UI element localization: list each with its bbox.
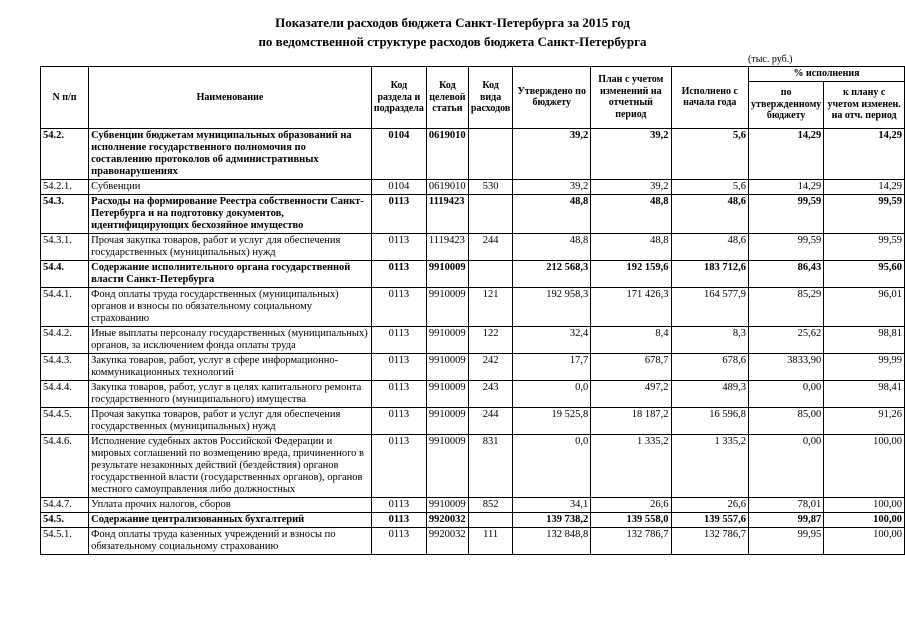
cell-name: Закупка товаров, работ, услуг в сфере информационно-коммуникационных технологий xyxy=(89,353,372,380)
cell-name: Прочая закупка товаров, работ и услуг для обеспечения государственных (муниципальных) нужд xyxy=(89,407,372,434)
cell-plan: 39,2 xyxy=(591,179,671,194)
header-pct-approved: по утвержденному бюджету xyxy=(749,81,824,128)
table-row xyxy=(41,128,905,179)
cell-name: Содержание исполнительного органа государственной власти Санкт-Петербурга xyxy=(89,260,372,287)
cell-plan: 1 335,2 xyxy=(591,434,671,497)
cell-num: 54.2. xyxy=(41,128,89,179)
cell-name: Уплата прочих налогов, сборов xyxy=(89,497,372,512)
cell-approved: 0,0 xyxy=(513,434,591,497)
cell-executed: 678,6 xyxy=(671,353,749,380)
cell-plan: 139 558,0 xyxy=(591,512,671,527)
cell-plan: 497,2 xyxy=(591,380,671,407)
table-row xyxy=(41,233,905,260)
cell-razdel: 0113 xyxy=(371,380,426,407)
cell-name: Субвенции бюджетам муниципальных образований на исполнение государственного полномочия по составлению протоколов об административных правонарушениях xyxy=(89,128,372,179)
cell-plan: 26,6 xyxy=(591,497,671,512)
cell-approved: 212 568,3 xyxy=(513,260,591,287)
cell-razdel: 0113 xyxy=(371,194,426,233)
cell-pct-plan: 100,00 xyxy=(824,512,905,527)
cell-pct-approved: 99,59 xyxy=(749,233,824,260)
budget-table xyxy=(40,66,905,555)
cell-name: Содержание централизованных бухгалтерий xyxy=(89,512,372,527)
cell-num: 54.4.5. xyxy=(41,407,89,434)
cell-executed: 164 577,9 xyxy=(671,287,749,326)
cell-plan: 171 426,3 xyxy=(591,287,671,326)
header-name: Наименование xyxy=(89,67,372,129)
cell-pct-approved: 99,95 xyxy=(749,527,824,554)
cell-plan: 18 187,2 xyxy=(591,407,671,434)
cell-pct-approved: 14,29 xyxy=(749,179,824,194)
cell-plan: 48,8 xyxy=(591,194,671,233)
cell-executed: 5,6 xyxy=(671,128,749,179)
cell-pct-approved: 86,43 xyxy=(749,260,824,287)
cell-num: 54.4. xyxy=(41,260,89,287)
cell-name: Фонд оплаты труда государственных (муниципальных) органов и взносы по обязательному социальному страхованию xyxy=(89,287,372,326)
cell-executed: 48,6 xyxy=(671,233,749,260)
cell-pct-approved: 99,87 xyxy=(749,512,824,527)
table-row xyxy=(41,260,905,287)
cell-vid: 242 xyxy=(468,353,512,380)
cell-razdel: 0113 xyxy=(371,512,426,527)
cell-name: Прочая закупка товаров, работ и услуг для обеспечения государственных (муниципальных) нужд xyxy=(89,233,372,260)
table-row xyxy=(41,527,905,554)
cell-cel: 1119423 xyxy=(426,194,468,233)
cell-pct-approved: 85,00 xyxy=(749,407,824,434)
cell-approved: 32,4 xyxy=(513,326,591,353)
header-executed: Исполнено с начала года xyxy=(671,67,749,129)
cell-vid: 111 xyxy=(468,527,512,554)
cell-razdel: 0104 xyxy=(371,128,426,179)
cell-approved: 39,2 xyxy=(513,128,591,179)
cell-num: 54.3. xyxy=(41,194,89,233)
cell-cel: 9910009 xyxy=(426,407,468,434)
cell-pct-approved: 25,62 xyxy=(749,326,824,353)
cell-approved: 139 738,2 xyxy=(513,512,591,527)
cell-pct-plan: 99,99 xyxy=(824,353,905,380)
cell-approved: 48,8 xyxy=(513,194,591,233)
cell-razdel: 0113 xyxy=(371,434,426,497)
cell-cel: 9910009 xyxy=(426,497,468,512)
cell-name: Расходы на формирование Реестра собственности Санкт-Петербурга и на подготовку документов, идентифицирующих бесхозяйное имущество xyxy=(89,194,372,233)
cell-approved: 19 525,8 xyxy=(513,407,591,434)
cell-vid: 121 xyxy=(468,287,512,326)
table-row xyxy=(41,497,905,512)
cell-approved: 39,2 xyxy=(513,179,591,194)
cell-vid xyxy=(468,512,512,527)
page-subtitle: по ведомственной структуре расходов бюджета Санкт-Петербурга xyxy=(258,34,647,49)
header-vid: Код вида расходов xyxy=(468,67,512,129)
table-body xyxy=(41,128,905,554)
cell-cel: 0619010 xyxy=(426,179,468,194)
cell-executed: 139 557,6 xyxy=(671,512,749,527)
cell-pct-approved: 0,00 xyxy=(749,380,824,407)
cell-plan: 132 786,7 xyxy=(591,527,671,554)
table-row xyxy=(41,194,905,233)
table-row xyxy=(41,512,905,527)
cell-vid: 831 xyxy=(468,434,512,497)
cell-cel: 9910009 xyxy=(426,353,468,380)
header-num: N п/п xyxy=(41,67,89,129)
table-row xyxy=(41,353,905,380)
cell-pct-plan: 98,41 xyxy=(824,380,905,407)
cell-vid: 244 xyxy=(468,233,512,260)
cell-cel: 9920032 xyxy=(426,512,468,527)
cell-name: Закупка товаров, работ, услуг в целях капитального ремонта государственного (муниципального) имущества xyxy=(89,380,372,407)
cell-pct-approved: 14,29 xyxy=(749,128,824,179)
page-title: Показатели расходов бюджета Санкт-Петербурга за 2015 год xyxy=(275,15,630,30)
cell-pct-plan: 100,00 xyxy=(824,497,905,512)
cell-executed: 5,6 xyxy=(671,179,749,194)
cell-razdel: 0113 xyxy=(371,407,426,434)
cell-num: 54.4.6. xyxy=(41,434,89,497)
cell-pct-approved: 99,59 xyxy=(749,194,824,233)
unit-note: (тыс. руб.) xyxy=(748,54,793,65)
cell-pct-plan: 14,29 xyxy=(824,179,905,194)
cell-cel: 9920032 xyxy=(426,527,468,554)
cell-cel: 9910009 xyxy=(426,434,468,497)
cell-razdel: 0113 xyxy=(371,233,426,260)
cell-vid xyxy=(468,194,512,233)
cell-pct-plan: 91,26 xyxy=(824,407,905,434)
cell-plan: 8,4 xyxy=(591,326,671,353)
cell-approved: 192 958,3 xyxy=(513,287,591,326)
cell-approved: 17,7 xyxy=(513,353,591,380)
cell-pct-approved: 3833,90 xyxy=(749,353,824,380)
cell-num: 54.4.1. xyxy=(41,287,89,326)
cell-name: Фонд оплаты труда казенных учреждений и взносы по обязательному социальному страхованию xyxy=(89,527,372,554)
cell-pct-plan: 98,81 xyxy=(824,326,905,353)
cell-cel: 0619010 xyxy=(426,128,468,179)
cell-razdel: 0113 xyxy=(371,527,426,554)
cell-approved: 48,8 xyxy=(513,233,591,260)
cell-pct-plan: 96,01 xyxy=(824,287,905,326)
cell-pct-approved: 0,00 xyxy=(749,434,824,497)
cell-num: 54.4.4. xyxy=(41,380,89,407)
cell-pct-plan: 99,59 xyxy=(824,194,905,233)
cell-cel: 9910009 xyxy=(426,287,468,326)
cell-name: Субвенции xyxy=(89,179,372,194)
cell-name: Иные выплаты персоналу государственных (муниципальных) органов, за исключением фонда оплаты труда xyxy=(89,326,372,353)
cell-num: 54.4.2. xyxy=(41,326,89,353)
cell-name: Исполнение судебных актов Российской Федерации и мировых соглашений по возмещению вреда, причиненного в результате незаконных действий (бездействия) органов государственной власти (государственных органов), органов местного самоуправления либо должностных xyxy=(89,434,372,497)
cell-plan: 39,2 xyxy=(591,128,671,179)
table-row xyxy=(41,407,905,434)
cell-executed: 8,3 xyxy=(671,326,749,353)
cell-vid: 530 xyxy=(468,179,512,194)
cell-cel: 1119423 xyxy=(426,233,468,260)
cell-approved: 34,1 xyxy=(513,497,591,512)
header-pct-group: % исполнения xyxy=(749,67,905,82)
cell-num: 54.4.7. xyxy=(41,497,89,512)
cell-vid: 852 xyxy=(468,497,512,512)
cell-razdel: 0113 xyxy=(371,326,426,353)
cell-pct-plan: 14,29 xyxy=(824,128,905,179)
cell-vid xyxy=(468,260,512,287)
cell-executed: 132 786,7 xyxy=(671,527,749,554)
cell-executed: 26,6 xyxy=(671,497,749,512)
cell-vid: 122 xyxy=(468,326,512,353)
cell-executed: 16 596,8 xyxy=(671,407,749,434)
cell-razdel: 0104 xyxy=(371,179,426,194)
header-cel: Код целевой статьи xyxy=(426,67,468,129)
cell-cel: 9910009 xyxy=(426,260,468,287)
cell-executed: 183 712,6 xyxy=(671,260,749,287)
cell-vid xyxy=(468,128,512,179)
cell-num: 54.4.3. xyxy=(41,353,89,380)
cell-razdel: 0113 xyxy=(371,497,426,512)
cell-pct-approved: 78,01 xyxy=(749,497,824,512)
table-row xyxy=(41,380,905,407)
cell-cel: 9910009 xyxy=(426,326,468,353)
table-row xyxy=(41,434,905,497)
cell-pct-plan: 99,59 xyxy=(824,233,905,260)
cell-razdel: 0113 xyxy=(371,353,426,380)
cell-vid: 243 xyxy=(468,380,512,407)
cell-cel: 9910009 xyxy=(426,380,468,407)
table-row xyxy=(41,326,905,353)
cell-pct-approved: 85,29 xyxy=(749,287,824,326)
cell-executed: 48,6 xyxy=(671,194,749,233)
cell-plan: 678,7 xyxy=(591,353,671,380)
header-plan: План с учетом изменений на отчетный период xyxy=(591,67,671,129)
header-pct-plan: к плану с учетом изменен. на отч. период xyxy=(824,81,905,128)
cell-plan: 48,8 xyxy=(591,233,671,260)
cell-executed: 489,3 xyxy=(671,380,749,407)
header-approved: Утверждено по бюджету xyxy=(513,67,591,129)
cell-num: 54.3.1. xyxy=(41,233,89,260)
cell-num: 54.2.1. xyxy=(41,179,89,194)
cell-plan: 192 159,6 xyxy=(591,260,671,287)
cell-pct-plan: 100,00 xyxy=(824,434,905,497)
cell-pct-plan: 100,00 xyxy=(824,527,905,554)
table-row xyxy=(41,179,905,194)
cell-pct-plan: 95,60 xyxy=(824,260,905,287)
cell-razdel: 0113 xyxy=(371,260,426,287)
cell-razdel: 0113 xyxy=(371,287,426,326)
cell-vid: 244 xyxy=(468,407,512,434)
cell-num: 54.5. xyxy=(41,512,89,527)
cell-num: 54.5.1. xyxy=(41,527,89,554)
cell-approved: 132 848,8 xyxy=(513,527,591,554)
cell-approved: 0,0 xyxy=(513,380,591,407)
cell-executed: 1 335,2 xyxy=(671,434,749,497)
table-row xyxy=(41,287,905,326)
header-razdel: Код раздела и подраздела xyxy=(371,67,426,129)
